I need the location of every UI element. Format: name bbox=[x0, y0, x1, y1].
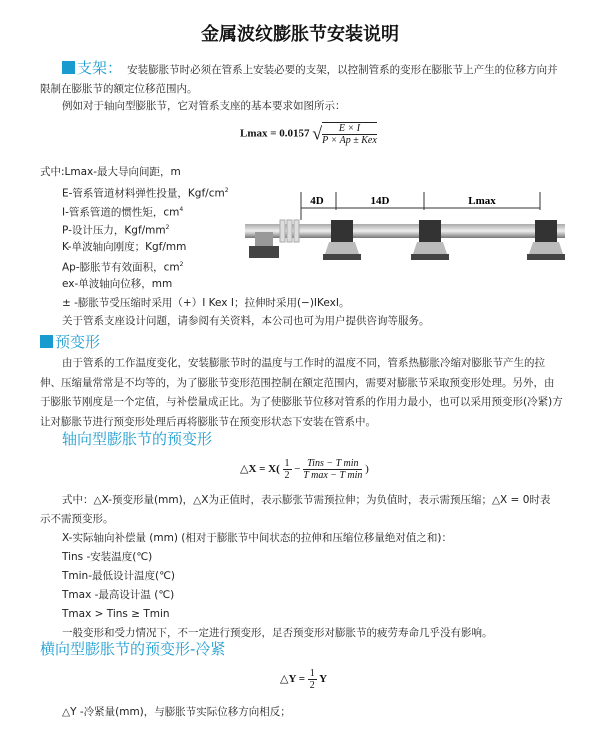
variable-line-text: Ap-膨胀节有效面积，cm bbox=[62, 261, 180, 274]
axial-line bbox=[62, 569, 175, 583]
axial-line-text: Tins -安装温度(℃) bbox=[62, 551, 153, 563]
predeform-line-text: 由于管系的工作温度变化，安装膨胀节时的温度与工作时的温度不同，管系热膨胀冷缩对膨胀节产生的拉 bbox=[62, 357, 545, 369]
axial-line bbox=[62, 626, 493, 640]
axial-line-text: Tmin-最低设计温度(℃) bbox=[62, 570, 175, 582]
variable-line bbox=[62, 258, 183, 275]
anchor-block bbox=[255, 232, 273, 246]
axial-line bbox=[62, 531, 452, 545]
variable-line-text: P-设计压力，Kgf/mm bbox=[62, 224, 166, 237]
axial-line bbox=[62, 493, 550, 507]
variable-line bbox=[62, 221, 169, 238]
support-section bbox=[62, 58, 558, 77]
square-bullet-icon bbox=[62, 61, 75, 74]
predeform-line bbox=[40, 395, 563, 409]
axial-formula: △X = X( $\frac{1}{2}$ − $\frac{\text{Tins − T min}}{\text{T max − T min}}$ ) bbox=[240, 458, 369, 481]
predeform-line-text: 于膨胀节刚度是一个定值，与补偿量成正比。为了使膨胀节位移对管系的作用力最小，也可以采用预变形(冷紧)方 bbox=[40, 396, 563, 408]
variable-line bbox=[62, 240, 186, 254]
variable-line bbox=[62, 184, 229, 201]
variable-line-text: E-管系管道材料弹性投量，Kgf/cm bbox=[62, 187, 225, 200]
support-note: 关于管系支座设计问题，请参阅有关资料，本公司也可为用户提供咨询等服务。 bbox=[62, 315, 430, 327]
pipe bbox=[245, 224, 565, 238]
axial-line bbox=[62, 588, 174, 602]
superscript: 4 bbox=[179, 205, 184, 213]
variable-line-text: ex-单波轴向位移，mm bbox=[62, 278, 173, 290]
square-bullet-icon bbox=[40, 335, 53, 348]
variable-line-text: K-单波轴向刚度；Kgf/mm bbox=[62, 240, 187, 253]
axial-line-text: X-实际轴向补偿量 (mm) (相对于膨胀节中间状态的拉伸和压缩位移量绝对值之和)： bbox=[62, 532, 452, 544]
axial-line-text: 式中：△X-预变形量(mm)，△X为正值时，表示膨张节需预拉伸；为负值时，表示需预压缩；△X = 0时表 bbox=[62, 494, 551, 506]
superscript: 2 bbox=[165, 224, 170, 232]
bellows bbox=[280, 220, 299, 242]
axial-line-text: Tmax > Tins ≥ Tmin bbox=[62, 608, 170, 620]
variable-line bbox=[62, 296, 349, 310]
support-example: 例如对于轴向型膨胀节，它对管系支座的基本要求如图所示： bbox=[62, 100, 346, 112]
lmax-formula: Lmax = 0.0157 √ $\frac{E \times I}{\text{P × Ap ± Kex}}$ bbox=[240, 123, 377, 146]
lateral-line: △Y -冷紧量(mm)，与膨胀节实际位移方向相反； bbox=[62, 706, 291, 718]
support-para-line2: 限制在膨胀节的额定位移范围内。 bbox=[40, 83, 198, 95]
predeform-line-text: 伸、压缩量常常是不均等的，为了膨胀节变形范围控制在额定范围内，需要对膨胀节采取预变形处理。另外，由 bbox=[40, 376, 555, 389]
page-title: 金属波纹膨胀节安装说明 bbox=[201, 24, 399, 45]
label-14d: 14D bbox=[370, 195, 390, 207]
axial-line bbox=[62, 607, 170, 621]
variable-line bbox=[62, 277, 172, 291]
axial-line-text: 一般变形和受力情况下，不一定进行预变形，足否预变形对膨胀节的疲劳寿命几乎没有影响。 bbox=[62, 627, 493, 639]
predeform-line bbox=[62, 356, 545, 370]
support-para-line1: 安装膨胀节时必须在管系上安装必要的支架，以控制管系的变形在膨胀节上产生的位移方向并 bbox=[127, 64, 558, 76]
axial-line bbox=[40, 512, 114, 526]
anchor-base bbox=[249, 246, 279, 258]
lateral-formula: △Y = $\frac{1}{2}$ Y bbox=[280, 668, 328, 691]
superscript: 2 bbox=[224, 187, 229, 194]
predeform-line bbox=[40, 376, 555, 390]
support-heading: 支架： bbox=[62, 59, 122, 77]
axial-line-text: Tmax -最高设计温 (℃) bbox=[62, 589, 175, 601]
lateral-heading: 横向型膨胀节的预变形-冷紧 bbox=[40, 640, 226, 658]
superscript: 2 bbox=[179, 261, 184, 269]
axial-line bbox=[62, 550, 152, 564]
axial-heading: 轴向型膨胀节的预变形 bbox=[62, 430, 213, 448]
label-lmax: Lmax bbox=[468, 195, 496, 207]
support-diagram bbox=[245, 192, 570, 272]
predeform-line bbox=[40, 415, 376, 429]
label-4d: 4D bbox=[310, 195, 324, 207]
variable-line-text: I-管系管道的惯性矩，cm bbox=[62, 206, 180, 219]
variable-line bbox=[62, 203, 183, 220]
predeform-line-text: 让对膨胀节进行预变形处理后再将膨胀节在预变形状态下安装在管系中。 bbox=[40, 415, 376, 428]
axial-line-text: 示不需预变形。 bbox=[40, 513, 114, 525]
variable-line-text: ± -膨胀节受压缩时采用（+）I Kex I；拉伸时采用(−)IKexI。 bbox=[62, 296, 350, 309]
where-line: 式中:Lmax-最大导向间距，m bbox=[40, 166, 181, 178]
predeform-heading: 预变形 bbox=[40, 333, 100, 351]
